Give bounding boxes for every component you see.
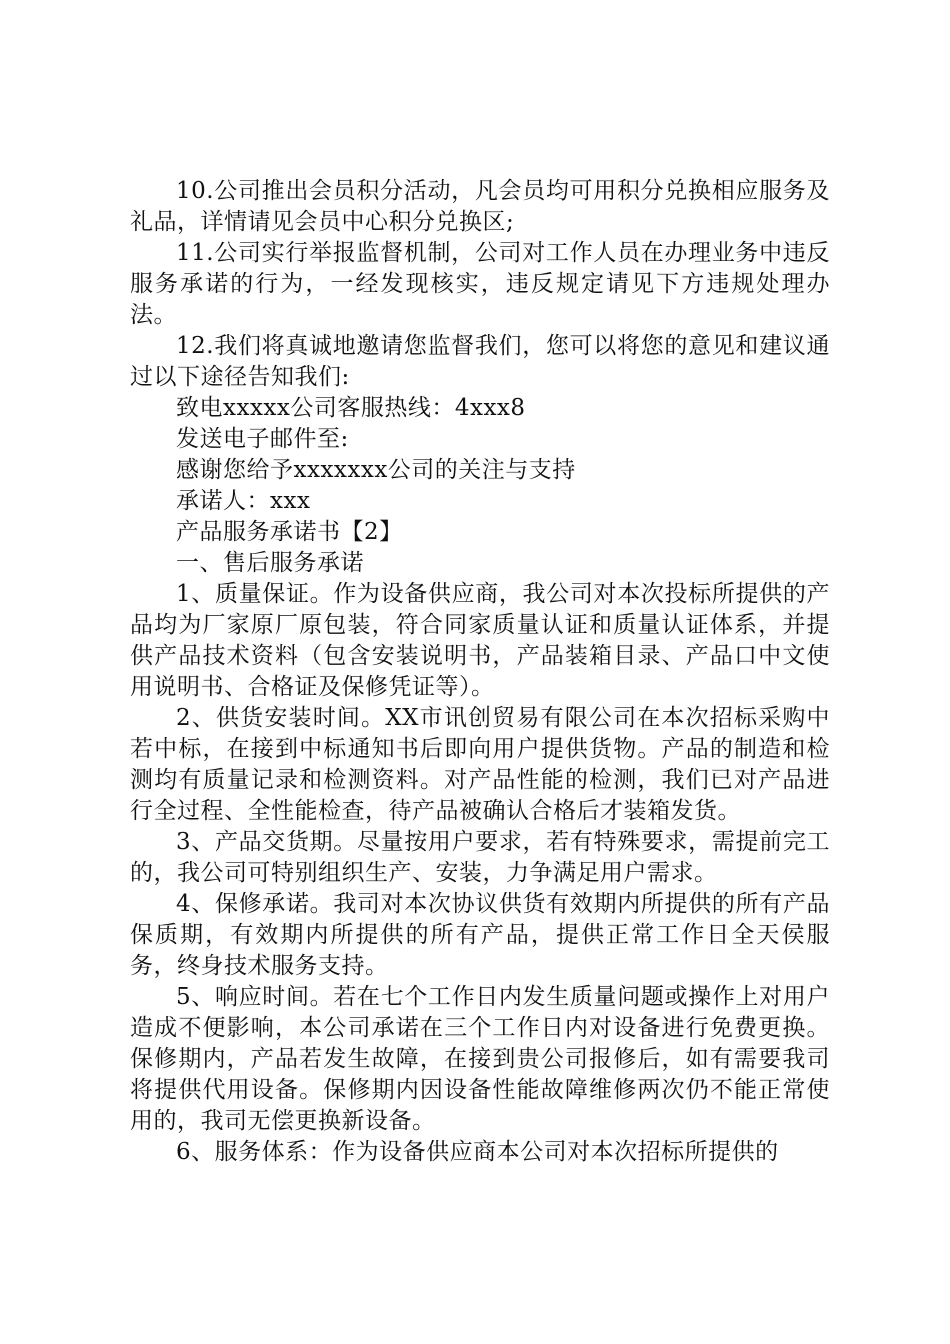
paragraph-supervision-mechanism: 11.公司实行举报监督机制，公司对工作人员在办理业务中违反服务承诺的行为，一经发现核实，违反规定请见下方违规处理办法。 — [130, 240, 830, 328]
paragraph-response-time: 5、响应时间。若在七个工作日内发生质量问题或操作上对用户造成不便影响，本公司承诺在三个工作日内对设备进行免费更换。保修期内，产品若发生故障，在接到贵公司报修后，如有需要我司将提供代用设备。保修期内因设备性能故障维修两次仍不能正常使用的，我司无偿更换新设备。 — [130, 984, 830, 1134]
document-body — [130, 176, 830, 1168]
section-title: 产品服务承诺书【2】 — [176, 519, 403, 545]
paragraph-invitation: 12.我们将真诚地邀请您监督我们，您可以将您的意见和建议通过以下途径告知我们: — [130, 333, 830, 390]
paragraph-warranty: 4、保修承诺。我司对本次协议供货有效期内所提供的所有产品保质期，有效期内所提供的所有产品，提供正常工作日全天侯服务，终身技术服务支持。 — [130, 891, 830, 979]
paragraph-delivery-install: 2、供货安装时间。XX市讯创贸易有限公司在本次招标采购中若中标，在接到中标通知书后即向用户提供货物。产品的制造和检测均有质量记录和检测资料。对产品性能的检测，我们已对产品进行全过程、全性能检查，待产品被确认合格后才装箱发货。 — [130, 705, 830, 824]
paragraph-service-system: 6、服务体系：作为设备供应商本公司对本次招标所提供的 — [176, 1139, 779, 1165]
paragraph-thanks: 感谢您给予xxxxxxx公司的关注与支持 — [176, 457, 576, 483]
paragraph-member-points: 10.公司推出会员积分活动，凡会员均可用积分兑换相应服务及礼品，详情请见会员中心积分兑换区; — [130, 178, 830, 235]
paragraph-hotline: 致电xxxxx公司客服热线：4xxx8 — [176, 395, 526, 421]
paragraph-email: 发送电子邮件至: — [176, 426, 349, 452]
paragraph-signatory: 承诺人：xxx — [176, 488, 311, 514]
section-heading-after-sales: 一、售后服务承诺 — [176, 550, 364, 576]
paragraph-quality-guarantee: 1、质量保证。作为设备供应商，我公司对本次投标所提供的产品均为厂家原厂原包装，符合同家质量认证和质量认证体系，并提供产品技术资料（包含安装说明书，产品装箱目录、产品口中文使用说明书、合格证及保修凭证等）。 — [130, 581, 830, 700]
paragraph-delivery-period: 3、产品交货期。尽量按用户要求，若有特殊要求，需提前完工的，我公司可特别组织生产、安装，力争满足用户需求。 — [130, 829, 830, 886]
